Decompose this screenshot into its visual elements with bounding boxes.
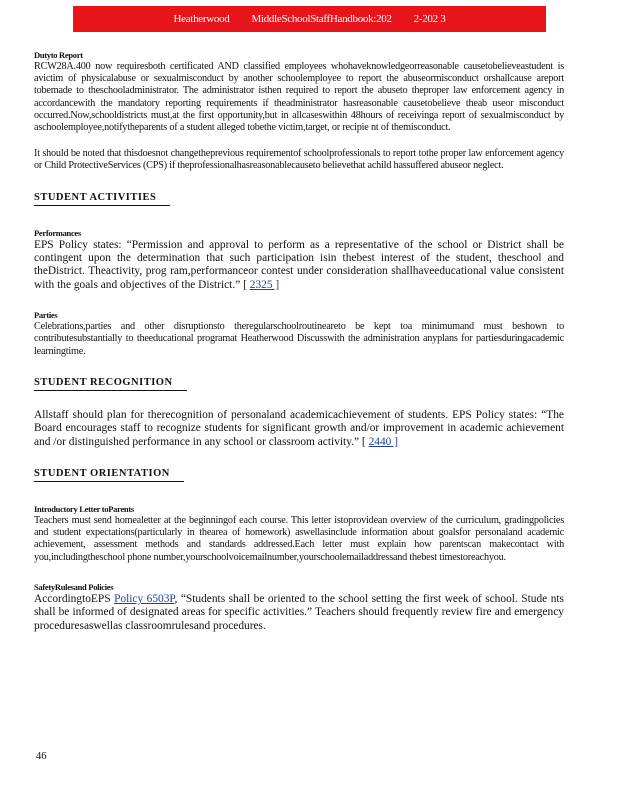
- performances-paragraph: EPS Policy states: “Permission and approval to perform as a representative of the school or District shall be contingent upon the determination that such participation isin thebest interest of the student, theschool and theDistrict. Theactivity, prog ram,performanceor contest under consideration shallhaveeducational value consistent with the goals and objectives of the District.” [ 2325 ]: [34, 238, 564, 291]
- page-header-bar: [73, 6, 546, 32]
- header-title: MiddleSchoolStaffHandbook:202: [251, 13, 392, 25]
- safety-rules-paragraph: AccordingtoEPS Policy 6503P, “Students shall be oriented to the school setting the first week of school. Stude nts shall be informed of designated areas for specific activities.” Teachers should frequently review fire and emergency proceduresaswellas classroomrulesand procedures.: [34, 592, 564, 632]
- recognition-paragraph: Allstaff should plan for therecognition of personaland academicachievement of students. EPS Policy states: “The Board encourages staff to recognize students for significant growth and/or improvement in academic achievement and /or distinguished performance in any school or classroom activity.” [ 2440 ]: [34, 408, 564, 448]
- policy-2440-link[interactable]: 2440 ]: [368, 435, 399, 448]
- policy-2325-link[interactable]: 2325 ]: [249, 278, 280, 291]
- student-recognition-heading: STUDENT RECOGNITION: [34, 376, 187, 391]
- introductory-letter-heading: Introductory Letter toParents: [34, 504, 134, 515]
- safety-rules-heading: SafetyRulesand Policies: [34, 581, 114, 592]
- duty-to-report-heading: Dutyto Report: [34, 50, 83, 60]
- duty-paragraph-1: RCW28A.400 now requiresboth certificated AND classified employees whohaveknowledgeorreasonable causetobelieveastudent is avictim of physicalabuse or sexualmisconduct by another schoolemployee to report the abuseormisconduct orshallcause areport tobemade to theschooladministrator. The administrator isthen required to report the abuseto theproper law enforcement agency in accordancewith the mandatory reporting requirements if theadministrator hasreasonable causetobelieve theab useor misconduct occurred.Now,schooldistricts must,at the first opportunity,but in allcaseswithin 48hours of receivinga report of sexualmisconduct by aschoolemployee,notifytheparents of a student alleged tobethe victim,target, or recipie nt of themisconduct.: [34, 61, 564, 134]
- page-content: [34, 50, 564, 633]
- page-number: 46: [36, 751, 47, 762]
- policy-6503p-link[interactable]: Policy 6503P: [114, 592, 175, 605]
- introductory-letter-paragraph: Teachers must send homealetter at the beginningof each course. This letter istoprovidean overview of the curriculum, gradingpolicies and student expectations(particularly in thearea of homework) aswellasinclude information about goalsfor personaland academic achievement, assessment methods and standards addressed.Each letter must explain how parentscan makecontact with you,includingtheschool phone number,yourschoolvoicemailnumber,yourschoolemailaddressand thebest timestoreachyou.: [34, 515, 564, 563]
- student-orientation-heading: STUDENT ORIENTATION: [34, 467, 184, 482]
- student-activities-heading: STUDENT ACTIVITIES: [34, 191, 170, 206]
- header-school: Heatherwood: [173, 13, 230, 25]
- duty-paragraph-2: It should be noted that thisdoesnot changetheprevious requirementof schoolprofessionals to report tothe proper law enforcement agency or Child ProtectiveServices (CPS) if theprofessionalhasreasonablecauseto believethat achild hassuffered abuseor neglect.: [34, 148, 564, 172]
- parties-paragraph: Celebrations,parties and other disruptionsto theregularschoolroutineareto be kept toa minimumand must beshown to contributesubstantially to theeducational programat Heatherwood Discusswith the administration anyplans for partiesduringacademic learningtime.: [34, 321, 564, 357]
- performances-heading: Performances: [34, 227, 81, 238]
- parties-heading: Parties: [34, 310, 58, 321]
- header-year: 2-202 3: [413, 13, 446, 25]
